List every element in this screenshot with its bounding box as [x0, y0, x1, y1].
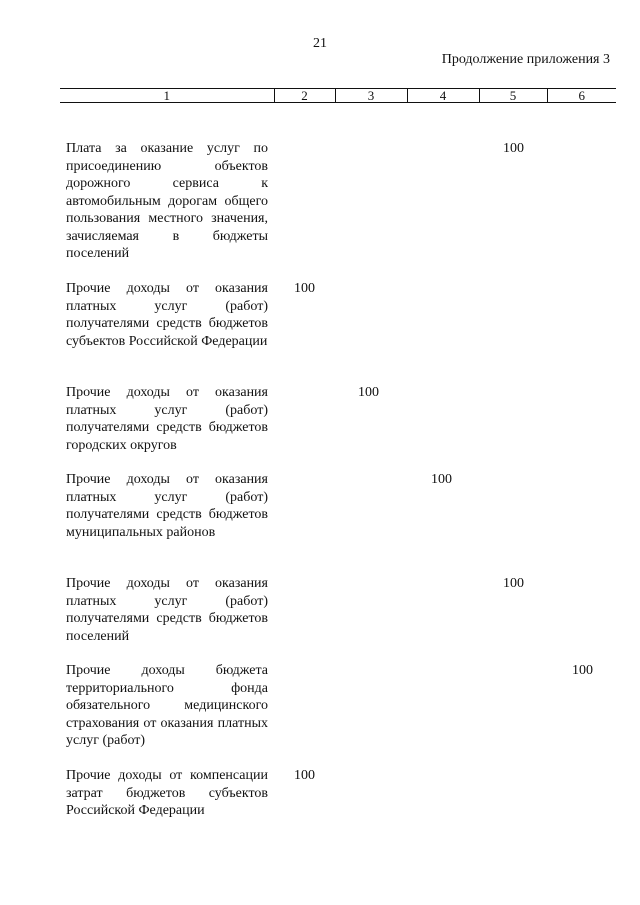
row-description: Плата за оказание услуг по присоединению объектов дорожного сервиса к автомобильным дорогам общего пользования местного значения, зачисляемая в бюджеты поселений	[66, 141, 268, 261]
continuation-title: Продолжение приложения 3	[441, 52, 610, 67]
row-value: 100	[503, 141, 524, 156]
row-description: Прочие доходы от оказания платных услуг (работ) получателями средств бюджетов городских округов	[66, 385, 268, 453]
row-value: 100	[358, 385, 379, 400]
row-description: Прочие доходы от компенсации затрат бюджетов субъектов Российской Федерации	[66, 768, 268, 818]
column-header-5: 5	[479, 89, 547, 103]
column-header-row	[60, 89, 616, 103]
page-number: 21	[313, 36, 327, 51]
column-header-6: 6	[547, 89, 616, 103]
row-description: Прочие доходы от оказания платных услуг (работ) получателями средств бюджетов поселений	[66, 576, 268, 644]
row-value: 100	[294, 768, 315, 783]
column-header-2: 2	[274, 89, 335, 103]
row-value: 100	[431, 472, 452, 487]
column-header-4: 4	[407, 89, 479, 103]
row-description: Прочие доходы от оказания платных услуг (работ) получателями средств бюджетов субъектов Российской Федерации	[66, 281, 268, 349]
row-description: Прочие доходы от оказания платных услуг (работ) получателями средств бюджетов муниципальных районов	[66, 472, 268, 540]
row-value: 100	[572, 663, 593, 678]
column-header-table	[60, 88, 616, 103]
row-description: Прочие доходы бюджета территориального фонда обязательного медицинского страхования от оказания платных услуг (работ)	[66, 663, 268, 748]
column-header-1: 1	[60, 89, 274, 103]
row-value: 100	[294, 281, 315, 296]
row-value: 100	[503, 576, 524, 591]
column-header-3: 3	[335, 89, 407, 103]
